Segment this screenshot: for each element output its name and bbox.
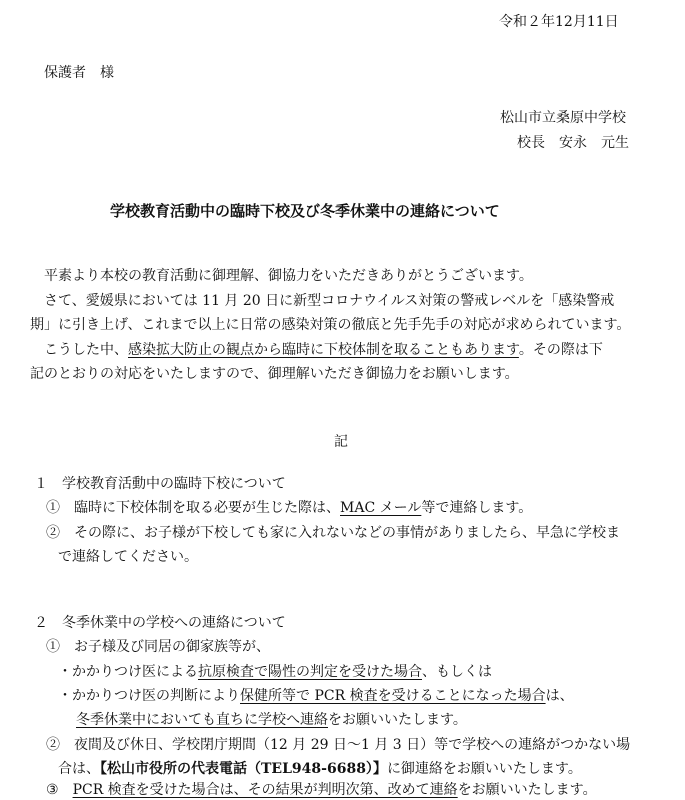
section-1-item-1-start: ① 臨時に下校体制を取る必要が生じた際は、 [46,500,340,516]
bullet-2-line-2-end: をお願いいたします。 [328,712,467,728]
section-2-bullet-2-line-2 [76,710,467,730]
bullet-2-end: は、 [545,688,574,704]
section-1-item-2-line-1: ② その際に、お子様が下校しても家に入れないなどの事情がありましたら、早急に学校ま [46,525,620,541]
intro-underlined-notice: 感染拡大防止の観点から臨時に下校体制を取ることもあります [128,342,519,358]
section-1-item-1-end: 等で連絡します。 [421,500,533,516]
section-2-bullet-1 [58,662,492,682]
intro-line-4-end: 。その際は下 [518,342,603,358]
bullet-2-underlined: 保健所等で PCR 検査を受けることになった場合 [240,688,546,704]
bullet-2-line-2-underlined: 冬季休業中においても直ちに学校へ連絡 [76,712,328,728]
section-2-item-3 [46,780,597,800]
item-3-marker: ③ [46,782,73,798]
bullet-2-start: ・かかりつけ医の判断により [58,688,240,704]
principal-name: 校長 安永 元生 [517,135,629,151]
document-title: 学校教育活動中の臨時下校及び冬季休業中の連絡について [110,202,500,220]
section-1-item-1 [46,498,532,518]
intro-line-1: 平素より本校の教育活動に御理解、御協力をいただきありがとうございます。 [44,268,533,284]
bullet-1-underlined: 抗原検査で陽性の判定を受けた場合 [198,664,422,680]
section-2-bullet-2 [58,686,574,706]
intro-line-3: 期」に引き上げ、これまで以上に日常の感染対策の徹底と先手先手の対応が求められています。 [30,317,631,333]
section-1-heading: １ 学校教育活動中の臨時下校について [34,476,286,492]
addressee: 保護者 様 [44,65,114,81]
intro-line-4 [44,340,603,360]
school-name: 松山市立桑原中学校 [500,110,626,126]
section-2-item-1: ① お子様及び同居の御家族等が、 [46,639,270,655]
section-2-heading: ２ 冬季休業中の学校への連絡について [34,615,286,631]
section-1-item-2-line-2: で連絡してください。 [58,549,198,565]
item-3-end: をお願いいたします。 [457,782,597,798]
section-2-item-2-line-1: ② 夜間及び休日、学校閉庁期間（12 月 29 日～1 月 3 日）等で学校への連絡がつかない場 [46,737,631,753]
document-date: 令和２年12月11日 [499,14,619,30]
item-2-line-2-start: 合は、 [58,761,100,777]
intro-line-5: 記のとおりの対応をいたしますので、御理解いただき御協力をお願いします。 [30,366,519,382]
intro-line-2: さて、愛媛県においては 11 月 20 日に新型コロナウイルス対策の警戒レベルを「感染警戒 [44,293,615,309]
bullet-1-start: ・かかりつけ医による [58,664,198,680]
mac-mail-text: MAC メール [340,500,422,516]
ki-heading: 記 [334,434,348,450]
intro-line-4-start: こうした中、 [44,342,128,358]
bullet-1-end: 、もしくは [422,664,492,680]
section-2-item-2-line-2 [58,759,582,779]
item-2-line-2-end: に御連絡をお願いいたします。 [386,761,582,777]
item-3-underlined: PCR 検査を受けた場合は、その結果が判明次第、改めて連絡 [72,782,458,798]
city-hall-phone: 【松山市役所の代表電話（TEL948-6688）】 [100,761,387,777]
